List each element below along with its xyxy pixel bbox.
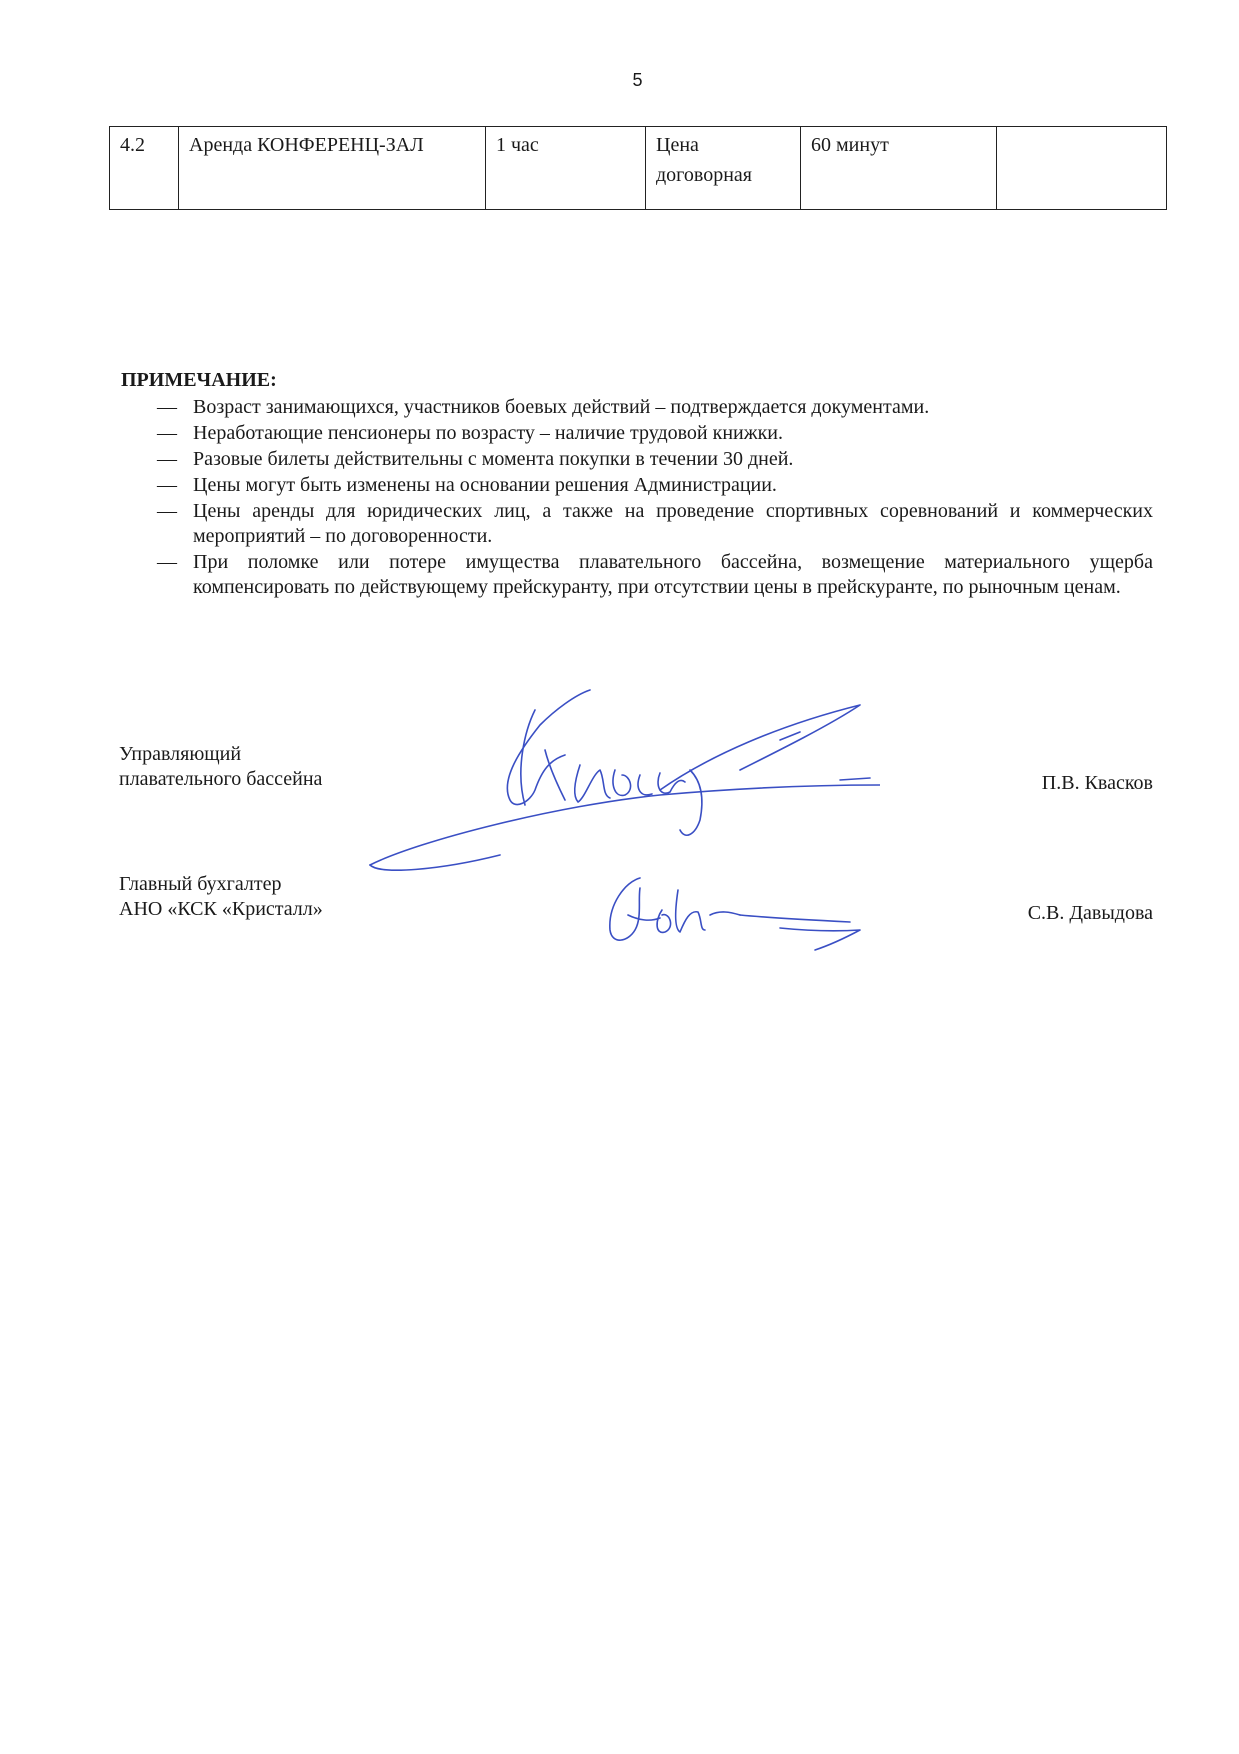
note-text: Разовые билеты действительны с момента покупки в течении 30 дней. [193,448,794,470]
table-cell-empty [997,127,1167,210]
role-line: Главный бухгалтер [119,873,282,895]
list-item [121,447,1153,472]
dash-bullet: — [157,396,177,418]
signatory-role-accountant [119,872,323,922]
dash-bullet: — [157,551,177,573]
signatory-role-manager [119,742,322,792]
list-item [121,473,1153,498]
table-cell-number: 4.2 [110,127,179,210]
page-number: 5 [632,70,643,90]
manager-signature-icon [360,670,880,880]
signatory-name-manager: П.В. Квасков [1041,772,1153,794]
list-item [121,395,1153,420]
table-row [110,127,1167,210]
table-cell-service: Аренда КОНФЕРЕНЦ-ЗАЛ [179,127,486,210]
note-text: Возраст занимающихся, участников боевых действий – подтверждается документами. [193,396,930,418]
price-table [109,126,1167,210]
signatory-name-accountant: С.В. Давыдова [1027,902,1153,924]
role-line: Управляющий [119,743,242,765]
note-text: Неработающие пенсионеры по возрасту – наличие трудовой книжки. [193,422,783,444]
list-item [121,499,1153,549]
dash-bullet: — [157,448,177,470]
role-line: АНО «КСК «Кристалл» [119,898,323,920]
role-line: плавательного бассейна [119,768,323,790]
note-text: Цены могут быть изменены на основании решения Администрации. [193,474,777,496]
list-item [121,421,1153,446]
table-cell-duration: 60 минут [801,127,997,210]
dash-bullet: — [157,474,177,496]
note-text: При поломке или потере имущества плавательного бассейна, возмещение материального ущерба компенсировать по действующему прейскуранту, при отсутствии цены в прейскуранте, по рыночным ценам. [193,551,1153,598]
table-cell-unit: 1 час [486,127,646,210]
notes-list [121,395,1153,600]
dash-bullet: — [157,422,177,444]
dash-bullet: — [157,500,177,522]
notes-title: ПРИМЕЧАНИЕ: [121,369,277,391]
notes-section [121,368,1153,601]
note-text: Цены аренды для юридических лиц, а также на проведение спортивных соревнований и коммерческих мероприятий – по договоренности. [193,500,1153,547]
accountant-signature-icon [600,860,880,960]
table-cell-price: Цена договорная [646,127,801,210]
list-item [121,550,1153,600]
